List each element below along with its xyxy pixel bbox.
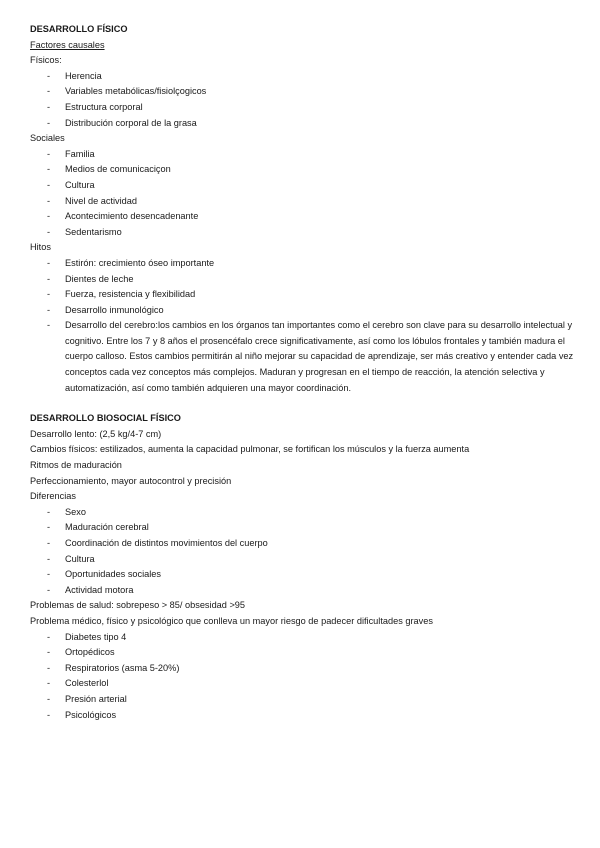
list-item: - Herencia [30, 69, 575, 85]
list-item: - Maduración cerebral [30, 520, 575, 536]
list-item: - Desarrollo del cerebro:los cambios en los órganos tan importantes como el cerebro son clave para su desarrollo intelectual y cognitivo. Entre los 7 y 8 años el prosencéfalo crece significativamente, así como los lóbulos frontales y también madura el cuerpo calloso. Estos cambios permitirán al niño mejorar su capacidad de aprendizaje, ser más creativo y entender cada vez conceptos cada vez conceptos más complejos. Maduran y progresan en el tiempo de reacción, la atención selectiva y automatización, así como también adquieren una mayor coordinación. [47, 320, 574, 393]
dash-marker: - [47, 117, 51, 128]
dash-marker: - [47, 320, 51, 331]
dash-marker: - [47, 195, 51, 206]
list-item: - Fuerza, resistencia y flexibilidad [30, 287, 575, 303]
list-item: - Colesterlol [30, 676, 575, 692]
dash-marker: - [47, 709, 51, 720]
dash-marker: - [47, 273, 51, 284]
dash-marker: - [47, 538, 51, 548]
sociales-list [30, 147, 575, 241]
list-item: - Estructura corporal [30, 100, 575, 116]
list-item: - Acontecimiento desencadenante [30, 209, 575, 225]
list-item: - Medios de comunicaciçon [30, 162, 575, 178]
problema-list [30, 630, 575, 724]
list-item: - Presión arterial [30, 692, 575, 708]
list-item: - Coordinación de distintos movimientos del cuerpo [30, 536, 575, 552]
dash-marker: - [47, 101, 51, 112]
section2-line: Perfeccionamiento, mayor autocontrol y precisión [30, 475, 232, 486]
list-item: - Cultura [30, 178, 575, 194]
dash-marker: - [47, 584, 51, 595]
hitos-label: Hitos [30, 242, 51, 253]
dash-marker: - [47, 70, 51, 81]
dash-marker: - [47, 148, 51, 159]
dash-marker: - [47, 506, 51, 517]
fisicos-list [30, 69, 575, 131]
list-item: - Estirón: crecimiento óseo importante [30, 256, 575, 272]
section1-title: DESARROLLO FÍSICO [30, 24, 128, 34]
dash-marker: - [47, 86, 51, 97]
list-item: - Dientes de leche [30, 272, 575, 288]
list-item: - Oportunidades sociales [30, 567, 575, 583]
hitos-list [30, 256, 575, 396]
document-page [30, 22, 575, 723]
section2-title: DESARROLLO BIOSOCIAL FÍSICO [30, 413, 181, 424]
diferencias-list [30, 505, 575, 599]
dash-marker: - [47, 522, 51, 533]
list-item: - Actividad motora [30, 583, 575, 599]
dash-marker: - [47, 693, 51, 704]
dash-marker: - [47, 304, 51, 315]
dash-marker: - [47, 257, 51, 268]
dash-marker: - [47, 678, 51, 689]
dash-marker: - [47, 211, 51, 222]
section2-line: Ritmos de maduración [30, 460, 122, 471]
fisicos-label: Físicos: [30, 55, 62, 66]
problema-label: Problema médico, físico y psicológico que conlleva un mayor riesgo de padecer dificultades graves [30, 615, 433, 626]
section2-line: Desarrollo lento: (2,5 kg/4-7 cm) [30, 428, 162, 439]
dash-marker: - [47, 553, 51, 564]
dash-marker: - [47, 662, 51, 673]
section1-subtitle: Factores causales [30, 39, 105, 50]
list-item: - Ortopédicos [30, 645, 575, 661]
sociales-label: Sociales [30, 133, 65, 144]
dash-marker: - [47, 164, 51, 175]
list-item: - Diabetes tipo 4 [30, 630, 575, 646]
section2-line: Cambios físicos: estilizados, aumenta la capacidad pulmonar, se fortifican los músculos y la fuerza aumenta [30, 444, 470, 455]
list-item: - Variables metabólicas/fisiolçogicos [30, 84, 575, 100]
list-item: - Distribución corporal de la grasa [30, 116, 575, 132]
dash-marker: - [47, 569, 51, 580]
dash-marker: - [47, 226, 51, 237]
list-item: - Sedentarismo [30, 225, 575, 241]
salud-line: Problemas de salud: sobrepeso > 85/ obsesidad >95 [30, 600, 246, 611]
dash-marker: - [47, 647, 51, 658]
list-item: - Sexo [30, 505, 575, 521]
list-item: - Cultura [30, 552, 575, 568]
diferencias-label: Diferencias [30, 491, 76, 502]
list-item: - Desarrollo inmunológico [30, 303, 575, 319]
list-item: - Nivel de actividad [30, 194, 575, 210]
dash-marker: - [47, 631, 51, 642]
list-item: - Respiratorios (asma 5-20%) [30, 661, 575, 677]
list-item: - Familia [30, 147, 575, 163]
dash-marker: - [47, 289, 51, 300]
list-item: - Psicológicos [30, 708, 575, 724]
dash-marker: - [47, 179, 51, 190]
